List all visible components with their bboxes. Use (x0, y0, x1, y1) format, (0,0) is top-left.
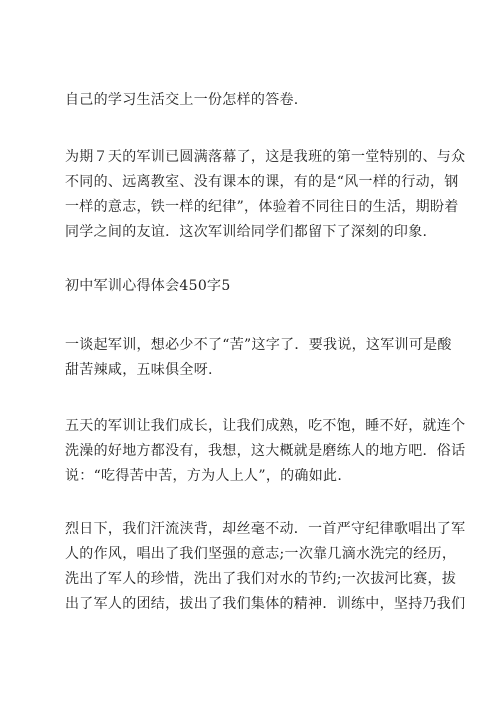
text-line: 不同的、远离教室、没有课本的课，有的是“风一样的行动，钢 (65, 174, 459, 190)
text-line: 洗澡的好地方都没有，我想，这大概就是磨练人的地方吧．俗话 (65, 443, 466, 459)
text-line: 出了军人的团结，拔出了我们集体的精神．训练中，坚持乃我们 (65, 596, 466, 612)
paragraph-intro-closing (65, 88, 445, 113)
paragraph-five-days (65, 414, 466, 489)
text-line: 一谈起军训，想必少不了“苦”这字了．要我说，这军训可是酸 (65, 337, 452, 353)
text-line: 自己的学习生活交上一份怎样的答卷. (65, 92, 299, 108)
paragraph-taste-of-training (65, 333, 452, 383)
paragraph-under-the-sun (65, 517, 466, 617)
text-line: 洗出了军人的珍惜，洗出了我们对水的节约;一次拔河比赛，拔 (65, 571, 457, 587)
text-line: 人的作风，唱出了我们坚强的意志;一次靠几滴水洗完的经历， (65, 546, 457, 562)
paragraph-military-training-summary (65, 145, 466, 245)
text-line: 一样的意志，铁一样的纪律”，体验着不同往日的生活，期盼着 (65, 199, 459, 215)
text-line: 同学之间的友谊．这次军训给同学们都留下了深刻的印象. (65, 224, 428, 240)
text-line: 说：“吃得苦中苦，方为人上人”，的确如此. (65, 468, 343, 484)
section-heading (65, 274, 445, 299)
text-line: 五天的军训让我们成长，让我们成熟，吃不饱，睡不好，就连个 (65, 418, 466, 434)
text-line: 甜苦辣咸，五味俱全呀. (65, 362, 213, 378)
text-line: 为期７天的军训已圆满落幕了，这是我班的第一堂特别的、与众 (65, 149, 466, 165)
text-line: 烈日下，我们汗流浃背，却丝毫不动．一首严守纪律歌唱出了军 (65, 521, 466, 537)
heading-text: 初中军训心得体会450字5 (65, 278, 231, 294)
